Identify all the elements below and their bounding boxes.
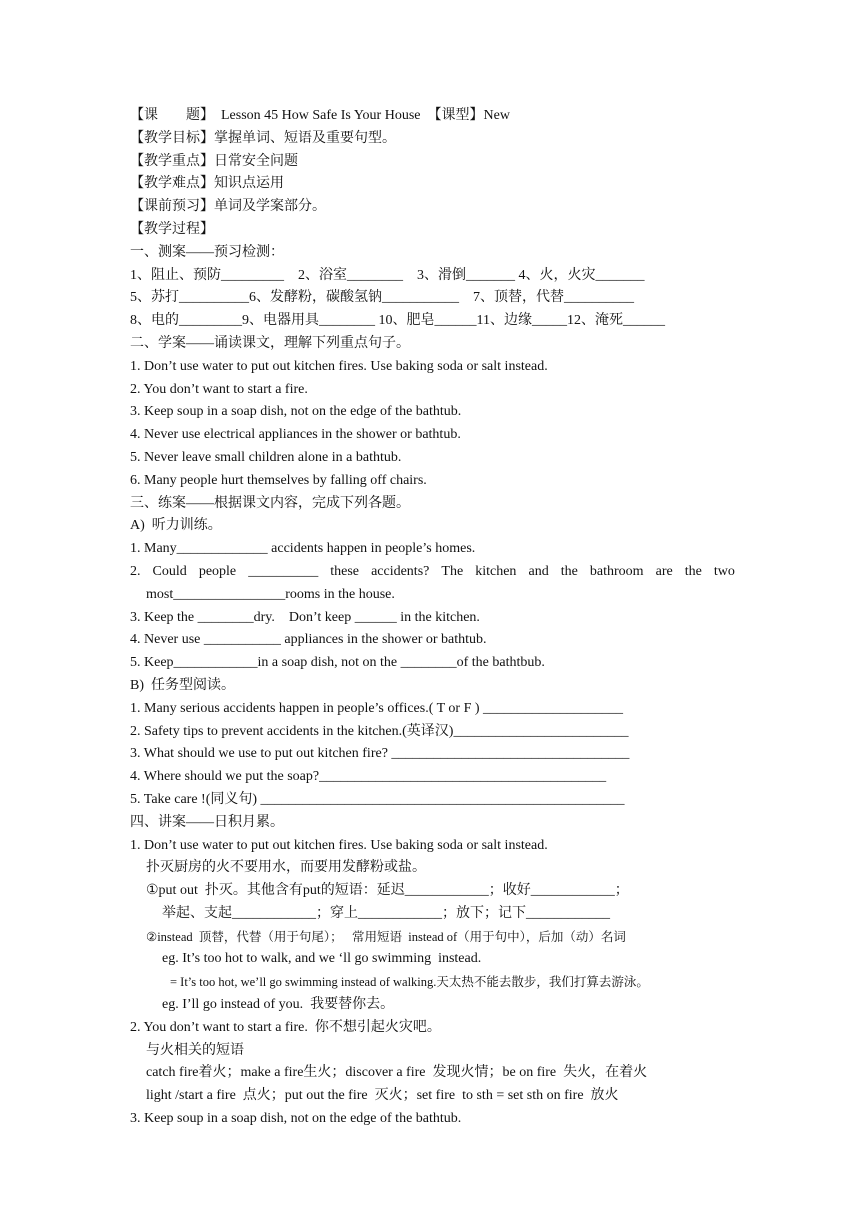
teaching-process: 【教学过程】	[130, 221, 214, 237]
note-line: ①put out 扑灭。其他含有put的短语：延迟____________；收好____________；	[146, 883, 629, 899]
word: these	[330, 563, 360, 579]
word: accidents?	[371, 563, 430, 579]
note-line: eg. I’ll go instead of you. 我要替你去。	[162, 997, 395, 1013]
word: Could	[152, 563, 187, 579]
key-sentence: 1. Don’t use water to put out kitchen fires. Use baking soda or salt instead.	[130, 358, 548, 374]
reading-task: 1. Many serious accidents happen in people’s offices.( T or F ) ____________________	[130, 700, 624, 716]
reading-task: 2. Safety tips to prevent accidents in the kitchen.(英译汉)_________________________	[130, 723, 629, 739]
key-sentence: 3. Keep soup in a soap dish, not on the edge of the bathtub.	[130, 404, 462, 420]
reading-task: 4. Where should we put the soap?_________________________________________	[130, 769, 607, 785]
note-line: 与火相关的短语	[146, 1042, 244, 1058]
note-line: 举起、支起____________；穿上____________；放下；记下____________	[162, 905, 610, 921]
note-line: 2. You don’t want to start a fire. 你不想引起火灾吧。	[130, 1019, 441, 1035]
vocab-line: 5、苏打__________6、发酵粉，碳酸氢钠___________ 7、顶替，代替__________	[130, 290, 634, 306]
listening-question-justified	[130, 561, 735, 584]
key-sentence: 6. Many people hurt themselves by falling off chairs.	[130, 472, 427, 488]
word: __________	[248, 563, 319, 579]
word: 2.	[130, 563, 141, 579]
section2-heading: 二、学案——诵读课文，理解下列重点句子。	[130, 335, 410, 351]
word: people	[198, 563, 237, 579]
notes-block	[130, 835, 735, 1131]
section4-heading: 四、讲案——日积月累。	[130, 814, 284, 830]
word: are	[655, 563, 673, 579]
word: the	[560, 563, 578, 579]
note-line: 扑灭厨房的火不要用水，而要用发酵粉或盐。	[146, 860, 426, 876]
word: two	[713, 563, 735, 579]
note-line: eg. It’s too hot to walk, and we ‘ll go swimming instead.	[162, 951, 482, 967]
section3-heading: 三、练案——根据课文内容，完成下列各题。	[130, 495, 410, 511]
word: kitchen	[475, 563, 517, 579]
lesson-plan	[130, 105, 735, 1131]
note-line: light /start a fire 点火；put out the fire 灭火；set fire to sth = set sth on fire 放火	[146, 1088, 619, 1104]
word: and	[528, 563, 549, 579]
note-line: catch fire着火；make a fire生火；discover a fire 发现火情；be on fire 失火，在着火	[146, 1065, 648, 1081]
vocab-line: 8、电的_________9、电器用具________ 10、肥皂______11、边缘_____12、淹死______	[130, 313, 665, 329]
listening-question: 3. Keep the ________dry. Don’t keep ______ in the kitchen.	[130, 609, 480, 625]
part-a-title: A) 听力训练。	[130, 518, 222, 534]
listening-question: 1. Many_____________ accidents happen in people’s homes.	[130, 541, 476, 557]
listening-question: 5. Keep____________in a soap dish, not on the ________of the bathtbub.	[130, 655, 545, 671]
pre-class-preview: 【课前预习】单词及学案部分。	[130, 199, 326, 215]
vocab-line: 1、阻止、预防_________ 2、浴室________ 3、滑倒_______ 4、火，火灾_______	[130, 267, 645, 283]
key-sentence: 2. You don’t want to start a fire.	[130, 381, 308, 397]
reading-task: 3. What should we use to put out kitchen fire? __________________________________	[130, 746, 630, 762]
lesson-title-line: 【课 题】 Lesson 45 How Safe Is Your House 【课型】New	[130, 108, 510, 123]
word: bathroom	[589, 563, 644, 579]
teaching-goal: 【教学目标】掌握单词、短语及重要句型。	[130, 130, 396, 146]
section1-heading: 一、测案——预习检测：	[130, 244, 284, 260]
key-sentence: 4. Never use electrical appliances in the shower or bathtub.	[130, 427, 461, 443]
listening-question: 4. Never use ___________ appliances in the shower or bathtub.	[130, 632, 487, 648]
note-line: = It’s too hot, we’ll go swimming instead of walking.天太热不能去散步，我们打算去游泳。	[170, 975, 649, 990]
word: The	[441, 563, 464, 579]
note-line: 3. Keep soup in a soap dish, not on the edge of the bathtub.	[130, 1111, 462, 1127]
word: the	[684, 563, 702, 579]
listening-question-cont: most________________rooms in the house.	[146, 586, 395, 602]
note-line: 1. Don’t use water to put out kitchen fires. Use baking soda or salt instead.	[130, 837, 548, 853]
note-line: ②instead 顶替，代替（用于句尾）； 常用短语 instead of（用于句中），后加（动）名词	[146, 929, 626, 944]
teaching-difficulty: 【教学难点】知识点运用	[130, 176, 284, 192]
part-b-title: B) 任务型阅读。	[130, 677, 235, 693]
key-sentence: 5. Never leave small children alone in a bathtub.	[130, 449, 402, 465]
teaching-focus: 【教学重点】日常安全问题	[130, 153, 298, 169]
reading-task: 5. Take care !(同义句) ____________________________________________________	[130, 791, 625, 807]
